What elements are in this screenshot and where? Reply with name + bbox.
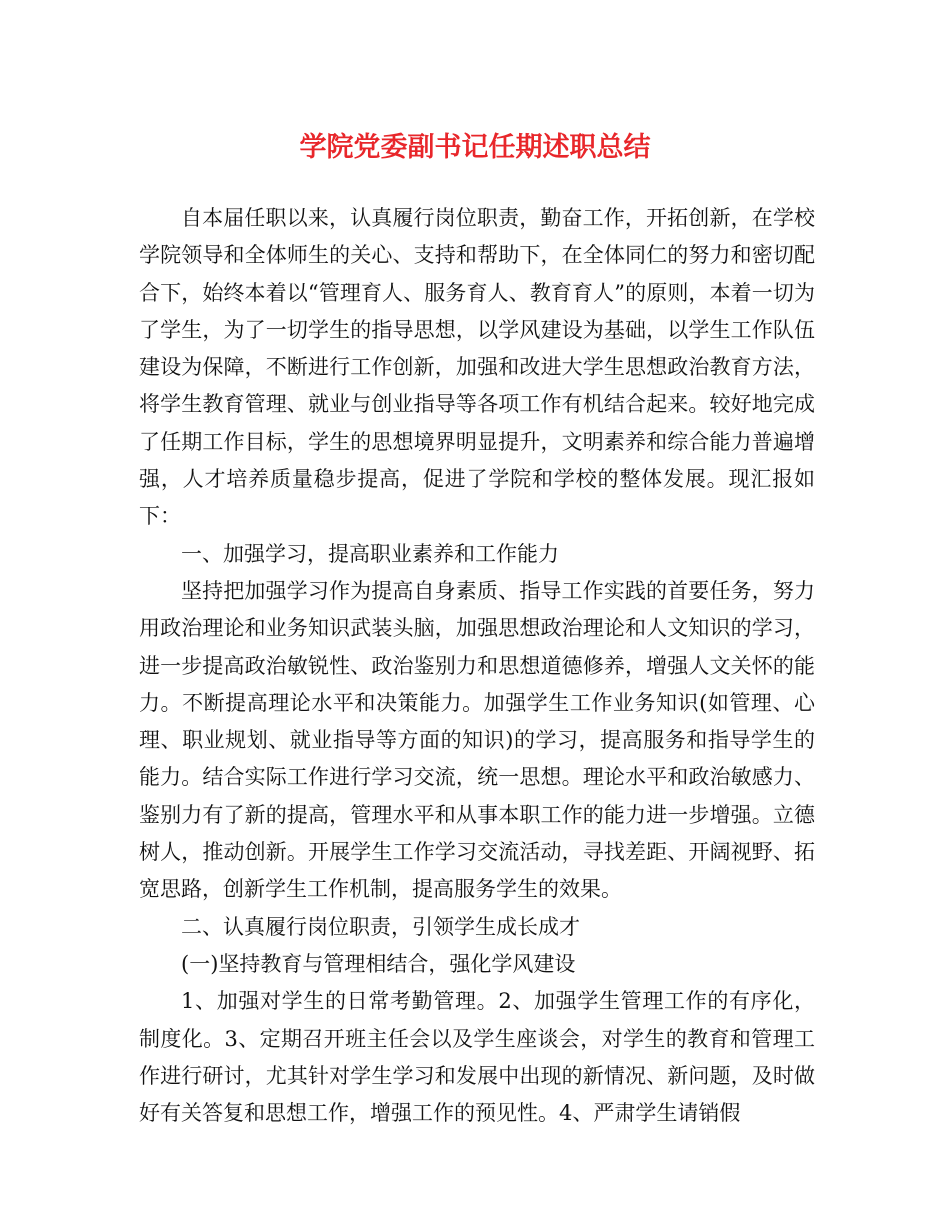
document-title: 学院党委副书记任期述职总结	[299, 132, 651, 163]
section-heading-2: 二、认真履行岗位职责，引领学生成长成才	[181, 914, 580, 939]
document-body	[139, 200, 815, 1132]
paragraph-section-2-1: 1、加强对学生的日常考勤管理。2、加强学生管理工作的有序化，制度化。3、定期召开班主任会以及学生座谈会，对学生的教育和管理工作进行研讨，尤其针对学生学习和发展中出现的新情况、新问题，及时做好有关答复和思想工作，增强工作的预见性。4、严肃学生请销假	[139, 989, 815, 1126]
subsection-heading-2-1: (一)坚持教育与管理相结合，强化学风建设	[181, 951, 576, 976]
paragraph-intro: 自本届任职以来，认真履行岗位职责，勤奋工作，开拓创新，在学校学院领导和全体师生的关心、支持和帮助下，在全体同仁的努力和密切配合下，始终本着以“管理育人、服务育人、教育育人”的原则，本着一切为了学生，为了一切学生的指导思想，以学风建设为基础，以学生工作队伍建设为保障，不断进行工作创新，加强和改进大学生思想政治教育方法，将学生教育管理、就业与创业指导等各项工作有机结合起来。较好地完成了任期工作目标，学生的思想境界明显提升，文明素养和综合能力普遍增强，人才培养质量稳步提高，促进了学院和学校的整体发展。现汇报如下：	[139, 206, 815, 529]
paragraph-section-1: 坚持把加强学习作为提高自身素质、指导工作实践的首要任务，努力用政治理论和业务知识武装头脑，加强思想政治理论和人文知识的学习，进一步提高政治敏锐性、政治鉴别力和思想道德修养，增强人文关怀的能力。不断提高理论水平和决策能力。加强学生工作业务知识(如管理、心理、职业规划、就业指导等方面的知识)的学习，提高服务和指导学生的能力。结合实际工作进行学习交流，统一思想。理论水平和政治敏感力、鉴别力有了新的提高，管理水平和从事本职工作的能力进一步增强。立德树人，推动创新。开展学生工作学习交流活动，寻找差距、开阔视野、拓宽思路，创新学生工作机制，提高服务学生的效果。	[139, 578, 815, 902]
section-heading-1: 一、加强学习，提高职业素养和工作能力	[181, 541, 559, 566]
